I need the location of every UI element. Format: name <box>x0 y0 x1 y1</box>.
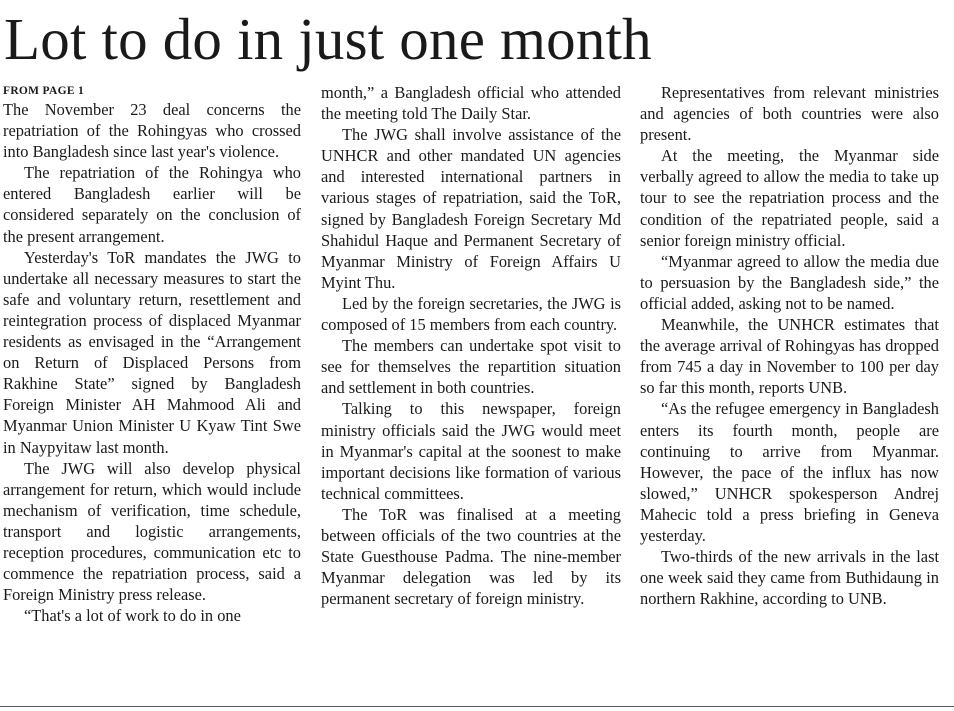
article-column-2 <box>321 82 621 707</box>
paragraph: At the meeting, the Myanmar side verbally agreed to allow the media to take up tour to see the repatriation process and the condition of the repatriated people, said a senior foreign ministry official. <box>640 146 939 250</box>
paragraph: The repatriation of the Rohingya who entered Bangladesh earlier will be considered separately on the conclusion of the present arrangement. <box>3 163 301 246</box>
kicker-from-page-1: FROM PAGE 1 <box>3 85 85 97</box>
article-column-3 <box>640 82 939 707</box>
paragraph: Meanwhile, the UNHCR estimates that the average arrival of Rohingyas has dropped from 745 a day in November to 100 per day so far this month, reports UNB. <box>640 315 939 398</box>
paragraph: Two-thirds of the new arrivals in the last one week said they came from Buthidaung in northern Rakhine, according to UNB. <box>640 547 939 609</box>
paragraph: Representatives from relevant ministries and agencies of both countries were also present. <box>640 83 939 145</box>
paragraph: “That's a lot of work to do in one <box>24 606 241 626</box>
headline: Lot to do in just one month <box>4 6 652 72</box>
paragraph: The JWG shall involve assistance of the UNHCR and other mandated UN agencies and interested international partners in various stages of repatriation, said the ToR, signed by Bangladesh Foreign Secretary Md Shahidul Haque and Permanent Secretary of Myanmar Ministry of Foreign Affairs U Myint Thu. <box>321 125 621 292</box>
paragraph: Led by the foreign secretaries, the JWG is composed of 15 members from each country. <box>321 293 621 335</box>
paragraph: The November 23 deal concerns the repatriation of the Rohingyas who crossed into Bangladesh since last year's violence. <box>3 100 301 162</box>
paragraph: Talking to this newspaper, foreign ministry officials said the JWG would meet in Myanmar's capital at the soonest to make important decisions like formation of various technical committees. <box>321 399 621 503</box>
paragraph: “Myanmar agreed to allow the media due to persuasion by the Bangladesh side,” the official added, asking not to be named. <box>640 251 939 313</box>
paragraph: The ToR was finalised at a meeting between officials of the two countries at the State Guesthouse Padma. The nine-member Myanmar delegation was led by its permanent secretary of foreign ministry. <box>321 504 621 609</box>
paragraph: month,” a Bangladesh official who attended the meeting told The Daily Star. <box>321 83 621 124</box>
paragraph: Yesterday's ToR mandates the JWG to undertake all necessary measures to start the safe and voluntary return, resettlement and reintegration process of displaced Myanmar residents as envisaged in the “Arrangement on Return of Displaced Persons from Rakhine State” signed by Bangladesh Foreign Minister AH Mahmood Ali and Myanmar Union Minister U Kyaw Tint Swe in Naypyitaw last month. <box>3 247 301 457</box>
article-column-1 <box>3 82 301 707</box>
bottom-rule-divider <box>0 706 954 707</box>
paragraph: The members can undertake spot visit to see for themselves the repartition situation and settlement in both countries. <box>321 336 621 398</box>
paragraph: “As the refugee emergency in Bangladesh enters its fourth month, people are continuing to arrive from Myanmar. However, the pace of the influx has now slowed,” UNHCR spokesperson Andrej Mahecic told a press briefing in Geneva yesterday. <box>640 399 939 545</box>
paragraph: The JWG will also develop physical arrangement for return, which would include mechanism of verification, time schedule, transport and logistic arrangements, reception procedures, communication etc to commence the repatriation process, said a Foreign Ministry press release. <box>3 458 301 605</box>
